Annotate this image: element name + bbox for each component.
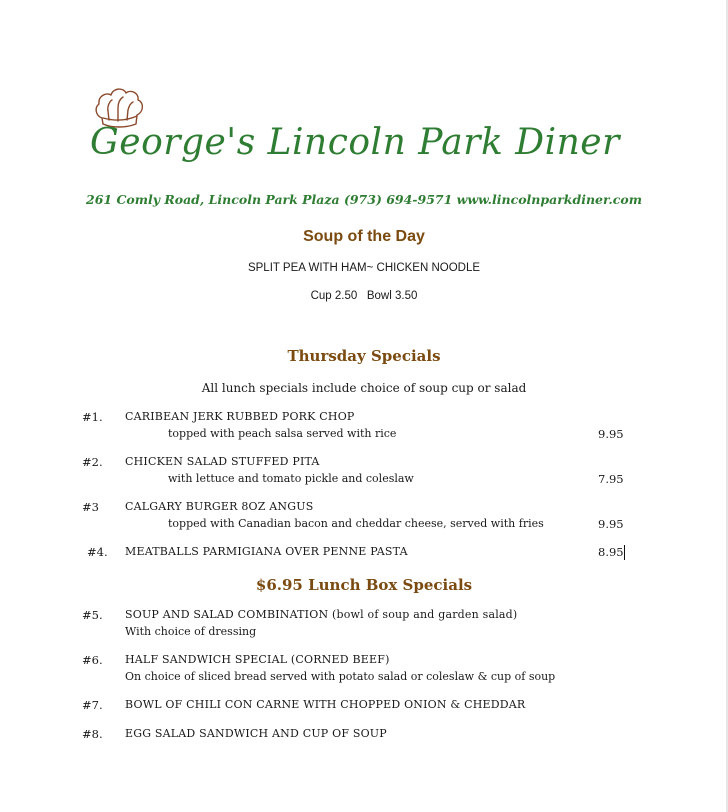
item-description: topped with Canadian bacon and cheddar cheese, served with fries — [168, 517, 544, 530]
item-price: 9.95 — [598, 517, 624, 531]
lunchbox-heading: $6.95 Lunch Box Specials — [255, 576, 473, 594]
soup-items: SPLIT PEA WITH HAM~ CHICKEN NOODLE — [247, 262, 481, 274]
item-number: #5. — [82, 608, 103, 622]
contact-info: 261 Comly Road, Lincoln Park Plaza (973) 694-9571 www.lincolnparkdiner.com — [86, 192, 642, 207]
soup-heading: Soup of the Day — [303, 228, 425, 245]
item-title: MEATBALLS PARMIGIANA OVER PENNE PASTA — [125, 545, 408, 558]
item-number: #8. — [82, 727, 103, 741]
item-number: #3 — [82, 500, 99, 514]
item-title: CARIBEAN JERK RUBBED PORK CHOP — [125, 410, 355, 423]
item-title: EGG SALAD SANDWICH AND CUP OF SOUP — [125, 727, 387, 740]
item-title: CHICKEN SALAD STUFFED PITA — [125, 455, 320, 468]
item-price: 7.95 — [598, 472, 624, 486]
item-number: #1. — [82, 410, 103, 424]
item-number: #7. — [82, 698, 103, 712]
item-price: 9.95 — [598, 427, 624, 441]
item-number: #6. — [82, 653, 103, 667]
item-number: #2. — [82, 455, 103, 469]
thursday-heading: Thursday Specials — [287, 347, 441, 365]
soup-prices: Cup 2.50 Bowl 3.50 — [310, 290, 418, 302]
item-number: #4. — [87, 545, 108, 559]
item-price: 8.95 — [598, 545, 624, 559]
item-title: SOUP AND SALAD COMBINATION (bowl of soup and garden salad) — [125, 608, 518, 621]
item-title: BOWL OF CHILI CON CARNE WITH CHOPPED ONION & CHEDDAR — [125, 698, 526, 711]
text-cursor — [624, 545, 625, 560]
item-title: CALGARY BURGER 8OZ ANGUS — [125, 500, 314, 513]
item-description: with lettuce and tomato pickle and coleslaw — [168, 472, 414, 485]
specials-note: All lunch specials include choice of soup cup or salad — [201, 381, 527, 395]
item-title: HALF SANDWICH SPECIAL (CORNED BEEF) — [125, 653, 390, 666]
item-description: On choice of sliced bread served with potato salad or coleslaw & cup of soup — [125, 670, 556, 683]
restaurant-name: George's Lincoln Park Diner — [90, 122, 620, 163]
item-description: With choice of dressing — [125, 625, 257, 638]
item-description: topped with peach salsa served with rice — [168, 427, 397, 440]
